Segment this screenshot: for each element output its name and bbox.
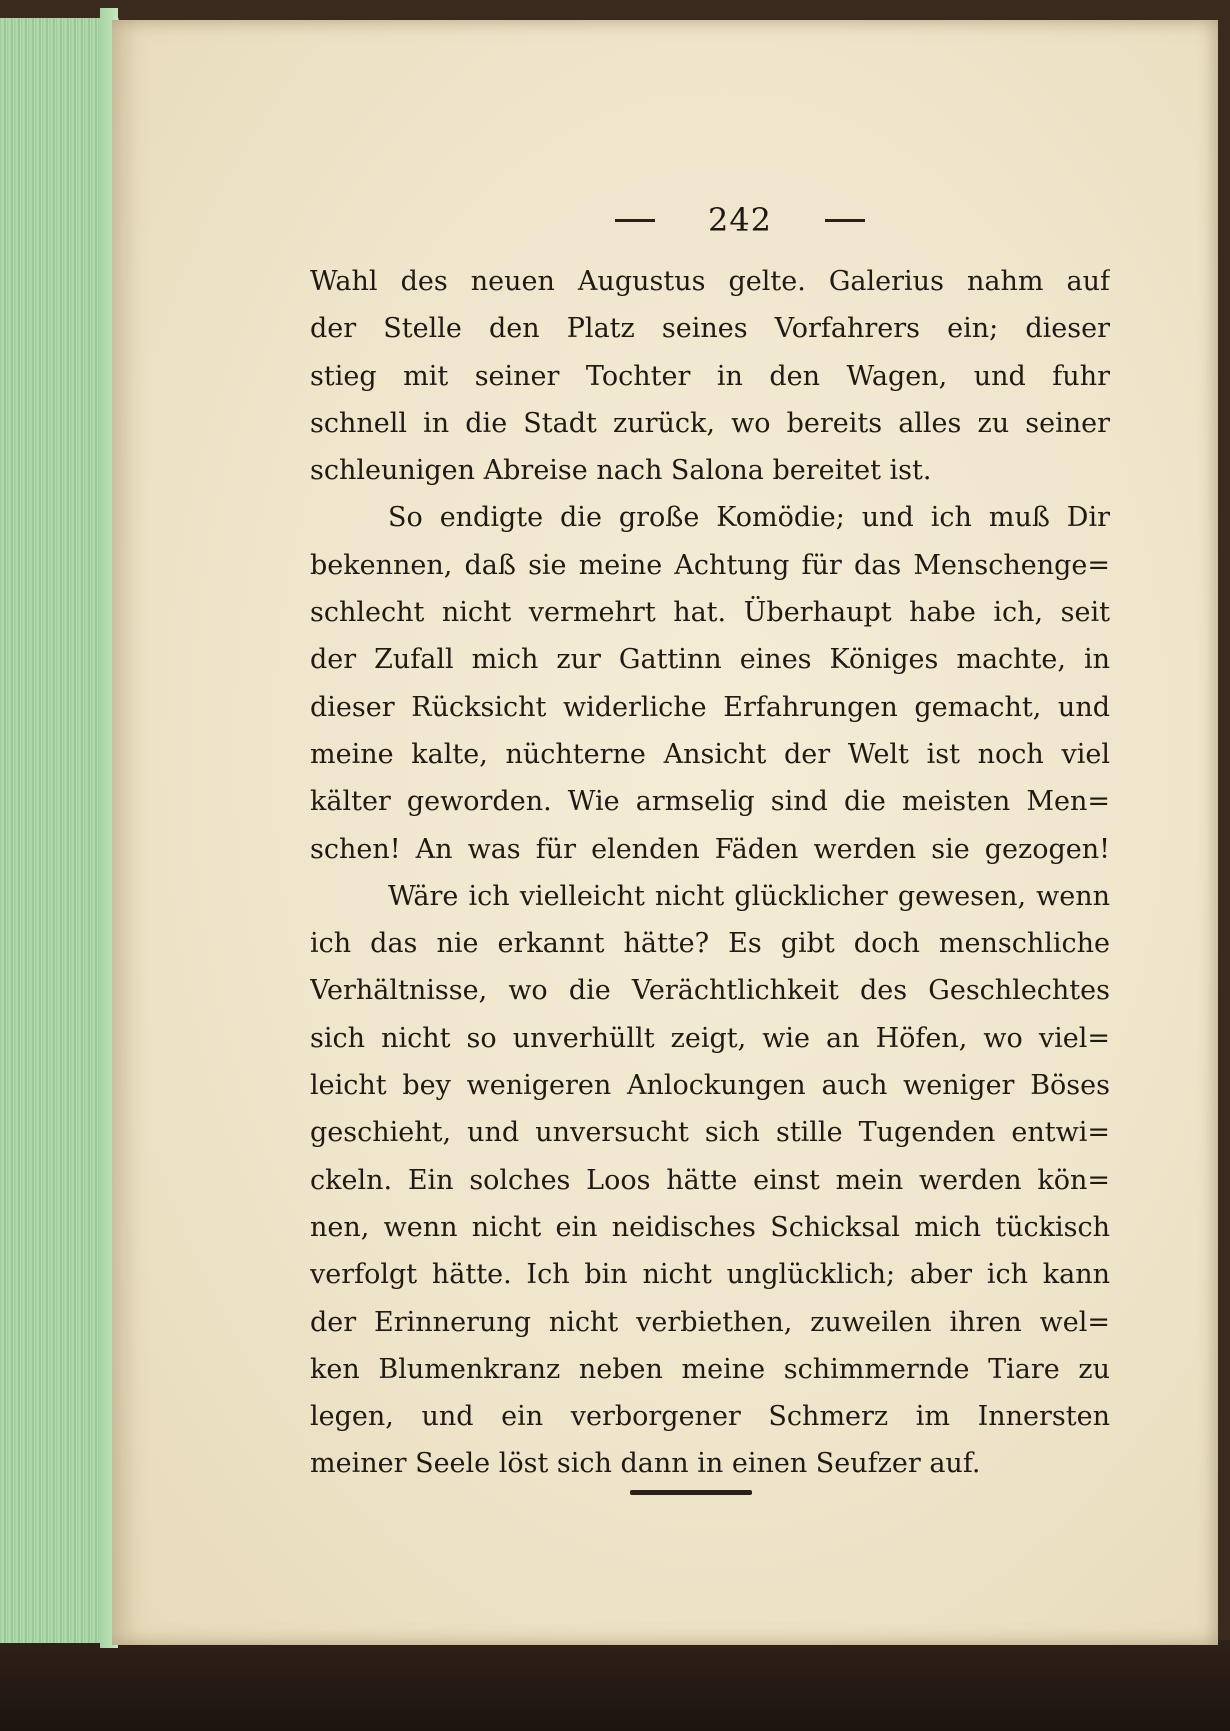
text-line: schlecht nicht vermehrt hat. Überhaupt habe ich, seit: [310, 597, 1110, 629]
text-line: geschieht, und unversucht sich stille Tugenden entwi=: [310, 1117, 1110, 1149]
page-number-dash-left: [615, 219, 655, 222]
text-line: leicht bey wenigeren Anlockungen auch weniger Böses: [310, 1070, 1110, 1102]
text-line: bekennen, daß sie meine Achtung für das Menschenge=: [310, 549, 1110, 581]
text-line: ckeln. Ein solches Loos hätte einst mein werden kön=: [310, 1164, 1110, 1196]
text-line: der Erinnerung nicht verbiethen, zuweilen ihren wel=: [310, 1306, 1110, 1338]
text-line: meine kalte, nüchterne Ansicht der Welt ist noch viel: [310, 738, 1110, 770]
text-line: Wahl des neuen Augustus gelte. Galerius nahm auf: [310, 266, 1110, 297]
text-line: verfolgt hätte. Ich bin nicht unglücklich; aber ich kann: [310, 1259, 1110, 1291]
text-line: schnell in die Stadt zurück, wo bereits alles zu seiner: [310, 407, 1110, 439]
text-line: ken Blumenkranz neben meine schimmernde Tiare zu: [310, 1353, 1110, 1385]
text-line: der Stelle den Platz seines Vorfahrers ein; dieser: [310, 313, 1110, 345]
text-line: ich das nie erkannt hätte? Es gibt doch menschliche: [310, 928, 1110, 960]
book-cover-bottom: [0, 1640, 1230, 1731]
text-line-paragraph-start: So endigte die große Komödie; und ich muß Dir: [388, 502, 1110, 534]
text-line: schen! An was für elenden Fäden werden sie gezogen!: [310, 833, 1110, 865]
text-line: legen, und ein verborgener Schmerz im Innersten: [310, 1401, 1110, 1433]
text-line: kälter geworden. Wie armselig sind die meisten Men=: [310, 786, 1110, 818]
text-line: der Zufall mich zur Gattinn eines Königes machte, in: [310, 644, 1110, 676]
body-text: [310, 258, 1110, 1488]
text-line: meiner Seele löst sich dann in einen Seufzer auf.: [310, 1448, 981, 1480]
text-line: schleunigen Abreise nach Salona bereitet ist.: [310, 455, 932, 487]
end-rule: [630, 1490, 752, 1495]
text-line-paragraph-start: Wäre ich vielleicht nicht glücklicher gewesen, wenn: [388, 880, 1110, 912]
text-line: Verhältnisse, wo die Verächtlichkeit des Geschlechtes: [310, 975, 1110, 1007]
text-line: sich nicht so unverhüllt zeigt, wie an Höfen, wo viel=: [310, 1022, 1110, 1054]
page-header: [615, 198, 865, 242]
text-line: stieg mit seiner Tochter in den Wagen, und fuhr: [310, 360, 1110, 392]
page-number-dash-right: [825, 219, 865, 222]
text-line: nen, wenn nicht ein neidisches Schicksal mich tückisch: [310, 1211, 1110, 1243]
page-number: 242: [707, 201, 773, 239]
text-line: dieser Rücksicht widerliche Erfahrungen gemacht, und: [310, 691, 1110, 723]
